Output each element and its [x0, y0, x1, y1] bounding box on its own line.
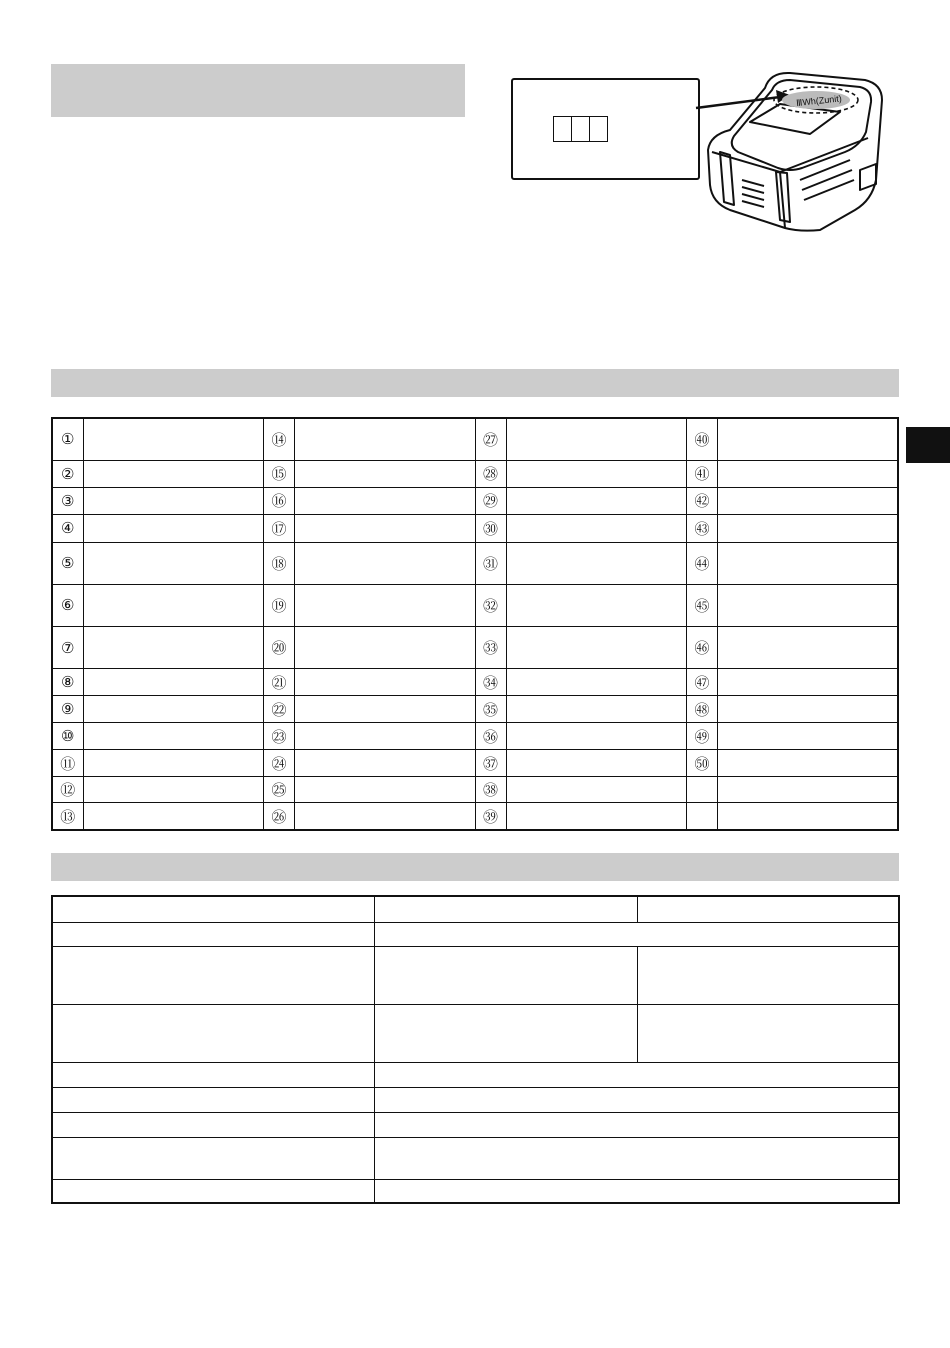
spec-label-cell [52, 922, 374, 946]
parts-row [52, 418, 898, 460]
section-title-bar-top [51, 64, 465, 117]
part-name-cell [506, 669, 687, 696]
digit-box [590, 117, 607, 141]
part-number: ㊵ [687, 418, 718, 460]
part-number [687, 777, 718, 803]
spec-label-cell [52, 1112, 374, 1137]
section-title-bar-specs [51, 853, 899, 881]
part-number: ㉛ [475, 542, 506, 584]
part-number: ㉚ [475, 514, 506, 542]
spec-label-cell [52, 1062, 374, 1087]
part-number: ㉑ [264, 669, 295, 696]
part-name-cell [718, 584, 899, 626]
parts-row [52, 514, 898, 542]
part-name-cell [718, 696, 899, 723]
part-name-cell [506, 542, 687, 584]
parts-row [52, 584, 898, 626]
part-number: ㊾ [687, 723, 718, 750]
part-number: ㉗ [475, 418, 506, 460]
part-number: ⑦ [52, 626, 83, 668]
spec-label-cell [52, 1179, 374, 1203]
part-number: ⑩ [52, 723, 83, 750]
part-number: ㊽ [687, 696, 718, 723]
part-name-cell [506, 487, 687, 514]
part-name-cell [718, 777, 899, 803]
part-number: ⑥ [52, 584, 83, 626]
parts-row [52, 750, 898, 777]
part-number: ⑤ [52, 542, 83, 584]
part-number: ㉔ [264, 750, 295, 777]
part-name-cell [718, 514, 899, 542]
part-name-cell [718, 460, 899, 487]
part-number: ㊸ [687, 514, 718, 542]
spec-value-cell [374, 1087, 899, 1112]
spec-value-cell [637, 1004, 899, 1062]
part-number: ㉝ [475, 626, 506, 668]
part-number: ㊺ [687, 584, 718, 626]
part-number: ㊿ [687, 750, 718, 777]
part-name-cell [83, 584, 264, 626]
battery-label-text: ⅢWh(Zunit) [795, 93, 843, 109]
part-number: ㉖ [264, 803, 295, 830]
specs-row [52, 1179, 899, 1203]
part-name-cell [506, 460, 687, 487]
part-number: ㊼ [687, 669, 718, 696]
part-name-cell [295, 723, 476, 750]
specifications-table [51, 895, 900, 1204]
part-number: ⑨ [52, 696, 83, 723]
parts-row [52, 803, 898, 830]
part-name-cell [83, 696, 264, 723]
parts-row [52, 626, 898, 668]
spec-value-cell [374, 1112, 899, 1137]
specs-row [52, 922, 899, 946]
spec-label-cell [52, 896, 374, 922]
part-name-cell [506, 750, 687, 777]
part-name-cell [718, 803, 899, 830]
digit-box [572, 117, 590, 141]
part-name-cell [295, 750, 476, 777]
part-name-cell [295, 542, 476, 584]
part-number: ㉓ [264, 723, 295, 750]
part-name-cell [295, 418, 476, 460]
specs-row [52, 1062, 899, 1087]
spec-label-cell [52, 946, 374, 1004]
parts-row [52, 542, 898, 584]
part-number: ⑬ [52, 803, 83, 830]
part-number: ㉞ [475, 669, 506, 696]
part-name-cell [718, 487, 899, 514]
part-number: ㉕ [264, 777, 295, 803]
spec-value-cell [374, 896, 637, 922]
specs-row [52, 896, 899, 922]
part-name-cell [83, 669, 264, 696]
digit-boxes [553, 116, 608, 142]
part-number: ⑮ [264, 460, 295, 487]
spec-value-cell [374, 1004, 637, 1062]
part-name-cell [295, 669, 476, 696]
part-name-cell [295, 584, 476, 626]
part-number: ⑪ [52, 750, 83, 777]
part-name-cell [83, 803, 264, 830]
part-number: ⑭ [264, 418, 295, 460]
part-number: ㉙ [475, 487, 506, 514]
spec-label-cell [52, 1004, 374, 1062]
part-number: ㉘ [475, 460, 506, 487]
part-name-cell [295, 626, 476, 668]
part-number: ㊹ [687, 542, 718, 584]
specs-row [52, 1004, 899, 1062]
part-name-cell [718, 542, 899, 584]
part-name-cell [295, 803, 476, 830]
part-name-cell [718, 723, 899, 750]
spec-value-cell [374, 1179, 899, 1203]
part-name-cell [83, 750, 264, 777]
parts-row [52, 777, 898, 803]
label-callout-box [511, 78, 700, 180]
part-number: ㊱ [475, 723, 506, 750]
part-number: ② [52, 460, 83, 487]
part-name-cell [506, 803, 687, 830]
specs-row [52, 946, 899, 1004]
spec-value-cell [637, 946, 899, 1004]
specs-row [52, 1112, 899, 1137]
part-number: ⑫ [52, 777, 83, 803]
spec-value-cell [637, 896, 899, 922]
part-name-cell [83, 626, 264, 668]
section-title-bar-parts [51, 369, 899, 397]
parts-list-table [51, 417, 899, 831]
part-number: ㊴ [475, 803, 506, 830]
part-number: ㊷ [687, 487, 718, 514]
part-number: ⑲ [264, 584, 295, 626]
battery-pack-icon [690, 60, 890, 235]
part-name-cell [83, 723, 264, 750]
part-number: ④ [52, 514, 83, 542]
part-number: ㉟ [475, 696, 506, 723]
part-name-cell [718, 750, 899, 777]
part-name-cell [506, 777, 687, 803]
part-number: ⑱ [264, 542, 295, 584]
part-name-cell [83, 514, 264, 542]
parts-row [52, 487, 898, 514]
part-name-cell [295, 487, 476, 514]
part-name-cell [83, 777, 264, 803]
part-name-cell [83, 460, 264, 487]
part-name-cell [83, 487, 264, 514]
page-side-tab [906, 427, 950, 463]
part-name-cell [506, 514, 687, 542]
part-number: ㊻ [687, 626, 718, 668]
part-name-cell [506, 584, 687, 626]
specs-row [52, 1087, 899, 1112]
part-number: ㊳ [475, 777, 506, 803]
part-name-cell [718, 626, 899, 668]
parts-row [52, 460, 898, 487]
part-number: ㉜ [475, 584, 506, 626]
part-number: ⑧ [52, 669, 83, 696]
part-name-cell [83, 542, 264, 584]
parts-row [52, 723, 898, 750]
part-name-cell [83, 418, 264, 460]
part-name-cell [295, 696, 476, 723]
part-number: ⑰ [264, 514, 295, 542]
part-number: ⑯ [264, 487, 295, 514]
part-number: ㉒ [264, 696, 295, 723]
spec-label-cell [52, 1137, 374, 1179]
part-name-cell [506, 418, 687, 460]
spec-value-cell [374, 946, 637, 1004]
part-name-cell [506, 626, 687, 668]
spec-value-cell [374, 1137, 899, 1179]
part-name-cell [506, 723, 687, 750]
specs-row [52, 1137, 899, 1179]
part-name-cell [295, 460, 476, 487]
spec-label-cell [52, 1087, 374, 1112]
part-number: ㊲ [475, 750, 506, 777]
part-number: ⑳ [264, 626, 295, 668]
part-name-cell [506, 696, 687, 723]
parts-row [52, 696, 898, 723]
part-number [687, 803, 718, 830]
part-name-cell [718, 418, 899, 460]
spec-value-cell [374, 922, 899, 946]
digit-box [554, 117, 572, 141]
part-name-cell [295, 514, 476, 542]
part-name-cell [718, 669, 899, 696]
part-number: ③ [52, 487, 83, 514]
part-number: ㊶ [687, 460, 718, 487]
spec-value-cell [374, 1062, 899, 1087]
parts-row [52, 669, 898, 696]
part-number: ① [52, 418, 83, 460]
part-name-cell [295, 777, 476, 803]
